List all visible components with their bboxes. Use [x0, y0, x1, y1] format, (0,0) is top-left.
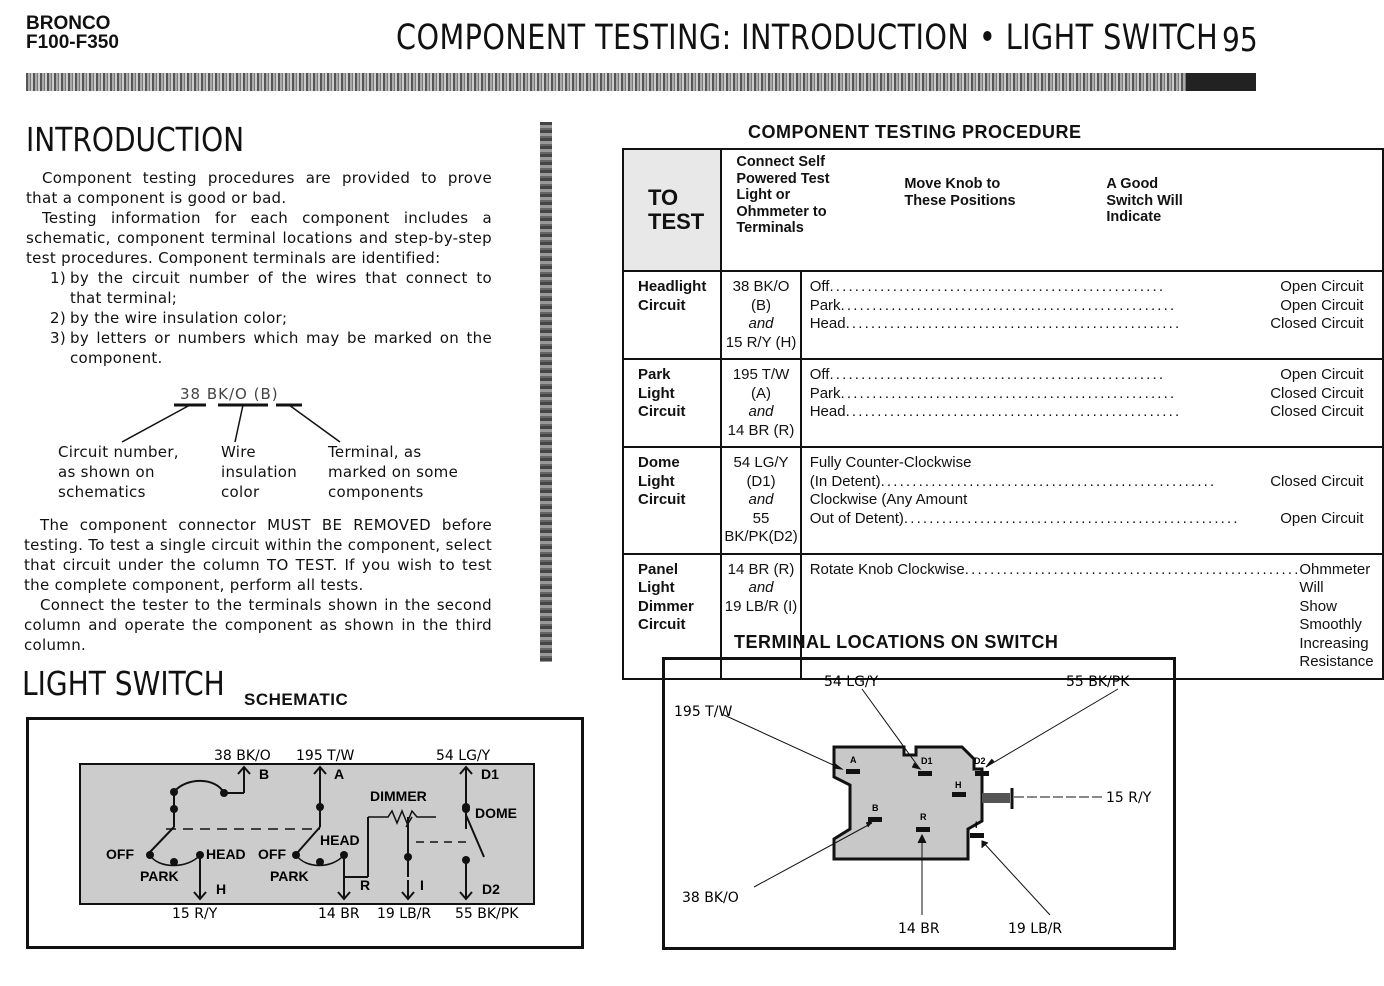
intro-heading: INTRODUCTION — [26, 120, 245, 159]
list-text: by letters or numbers which may be marked on the component. — [70, 329, 492, 367]
circuit-name-line: Circuit — [638, 403, 686, 420]
schematic-label-off: OFF — [106, 846, 134, 862]
switch-terminal-label: R — [920, 812, 927, 822]
switch-terminal-label: D2 — [974, 756, 986, 766]
switch-terminal-label: B — [872, 803, 879, 813]
header-rule — [26, 73, 1256, 91]
terminal-text: 38 BK/O (B) — [732, 278, 790, 314]
terminal-text: 15 R/Y (H) — [725, 333, 797, 351]
position-name: Rotate Knob Clockwise — [809, 560, 965, 578]
procedure-table — [622, 148, 1384, 680]
table-row — [623, 359, 1383, 447]
explain-terminal — [328, 442, 458, 502]
table-row — [623, 447, 1383, 554]
circuit-name — [623, 447, 721, 554]
position-line — [810, 561, 1298, 672]
switch-terminal-label: D1 — [921, 756, 933, 766]
switch-terminal-label: A — [850, 755, 857, 765]
column-divider — [540, 122, 552, 662]
result-line: Resistance — [1299, 653, 1374, 670]
circuit-name-line: Headlight — [638, 278, 707, 295]
position-result — [1297, 561, 1373, 672]
table-header-row — [623, 149, 1383, 271]
list-number: 1) — [50, 269, 66, 287]
explain-line: Wire — [221, 443, 256, 461]
header-to-test-line: TO — [648, 185, 679, 210]
position-result: Closed Circuit — [1270, 315, 1364, 332]
schematic-label-dimmer: DIMMER — [370, 788, 427, 804]
result-line: Increasing — [1299, 634, 1369, 652]
header-connect: Connect Self Powered Test Light or Ohmmeter to Terminals — [736, 154, 830, 236]
explain-line: Circuit number, — [58, 443, 179, 461]
switch-wire-label: 19 LB/R — [1008, 921, 1063, 937]
position-name: Out of Detent) — [809, 509, 904, 527]
terminal-text: 14 BR (R) — [727, 560, 795, 578]
circuit-name — [623, 359, 721, 447]
result-line: Show Smoothly — [1299, 597, 1362, 633]
list-item — [26, 328, 492, 368]
circuit-name — [623, 271, 721, 359]
terminal-and: and — [748, 315, 774, 332]
position-line: Fully Counter-Clockwise — [809, 454, 972, 471]
explain-line: as shown on — [58, 463, 155, 481]
terminal-and: and — [748, 491, 774, 508]
header-indicate: A Good Switch Will Indicate — [1106, 176, 1183, 225]
schematic-label-head: HEAD — [320, 832, 360, 848]
light-switch-heading: LIGHT SWITCH — [22, 664, 225, 703]
terminal-locations-heading: TERMINAL LOCATIONS ON SWITCH — [734, 632, 1059, 652]
explain-line: insulation — [221, 463, 298, 481]
position-line — [810, 278, 1364, 297]
position-name: Head — [809, 403, 846, 420]
terminal-label: H — [216, 881, 227, 897]
circuit-name-line: Circuit — [638, 616, 686, 633]
circuit-name-line: Park Light — [638, 366, 675, 402]
schematic-label-dome: DOME — [475, 805, 517, 821]
schematic-wire-label: 195 T/W — [296, 748, 355, 764]
position-result: Open Circuit — [1280, 296, 1364, 314]
position-result: Closed Circuit — [1270, 472, 1364, 490]
terminals-cell — [721, 447, 800, 554]
table-row — [623, 271, 1383, 359]
terminal-locations-diagram — [662, 657, 1176, 950]
explain-line: Terminal, as — [328, 443, 422, 461]
position-name: Off — [809, 366, 830, 383]
explain-circuit — [58, 442, 179, 502]
header-to-test-line: TEST — [648, 209, 705, 234]
positions-cell — [801, 271, 1383, 359]
schematic-wire-label: 15 R/Y — [172, 906, 218, 922]
position-result: Closed Circuit — [1270, 403, 1364, 420]
terminal-text: 19 LB/R (I) — [724, 597, 798, 615]
positions-cell — [801, 359, 1383, 447]
model-label — [26, 14, 119, 52]
list-text: by the circuit number of the wires that connect to that terminal; — [70, 269, 492, 307]
positions-cell — [801, 447, 1383, 554]
terminal-text: 14 BR (R) — [727, 421, 795, 439]
terminal-text: 55 BK/PK(D2) — [724, 509, 798, 545]
schematic-label-park: PARK — [140, 868, 179, 884]
position-line — [810, 315, 1364, 334]
position-result: Open Circuit — [1280, 366, 1364, 383]
model-line-2: F100-F350 — [26, 32, 119, 53]
circuit-name-line: Dimmer — [638, 597, 694, 615]
switch-wire-label: 195 T/W — [674, 704, 733, 720]
explain-wire — [221, 442, 297, 502]
schematic-heading: SCHEMATIC — [244, 690, 349, 709]
intro-paragraph-4: Connect the tester to the terminals shown in the second column and operate the component as shown in the third column. — [24, 596, 492, 654]
position-line — [810, 510, 1364, 529]
schematic-wire-label: 54 LG/Y — [436, 748, 491, 764]
position-line — [810, 403, 1364, 422]
result-line: Ohmmeter Will — [1299, 560, 1371, 596]
intro-paragraph-3: The component connector MUST BE REMOVED before testing. To test a single circuit within the component, select that circuit under the column TO TEST. If you wish to test the complete component, perform all tests. — [24, 516, 492, 594]
circuit-name-line: Circuit — [638, 296, 686, 314]
list-text: by the wire insulation color; — [70, 309, 288, 327]
example-code: 38 BK/O (B) — [180, 385, 279, 403]
switch-terminal-label: I — [975, 820, 978, 830]
schematic-diagram — [26, 717, 584, 949]
page-title: COMPONENT TESTING: INTRODUCTION • LIGHT SWITCH — [396, 18, 1219, 58]
position-name: Park — [809, 296, 841, 314]
schematic-wire-label: 55 BK/PK — [455, 906, 519, 922]
intro-paragraph-1: Component testing procedures are provided to prove that a component is good or bad. — [26, 169, 492, 207]
position-line — [810, 366, 1364, 385]
position-line: Clockwise (Any Amount — [809, 491, 968, 508]
position-name: Off — [809, 278, 830, 295]
intro-body — [26, 168, 492, 368]
list-number: 2) — [50, 309, 66, 327]
terminal-and: and — [748, 579, 774, 596]
terminal-and: and — [748, 403, 774, 420]
schematic-label-park: PARK — [270, 868, 309, 884]
switch-wire-label: 54 LG/Y — [824, 674, 879, 690]
explain-line: marked on some — [328, 463, 459, 481]
terminal-label: A — [334, 766, 345, 782]
position-name: Park — [809, 384, 841, 402]
schematic-wire-label: 14 BR — [318, 906, 360, 922]
schematic-label-head: HEAD — [206, 846, 246, 862]
explain-line: components — [328, 483, 424, 501]
schematic-label-off: OFF — [258, 846, 286, 862]
header-move: Move Knob to These Positions — [904, 176, 1016, 209]
example-leader-lines — [100, 402, 400, 446]
switch-wire-label: 55 BK/PK — [1066, 674, 1130, 690]
list-item — [26, 268, 492, 308]
switch-wire-label: 15 R/Y — [1106, 790, 1152, 806]
terminal-label: D1 — [481, 766, 499, 782]
switch-terminal-label: H — [955, 780, 962, 790]
terminal-label: I — [420, 877, 424, 893]
circuit-name-line: Dome Light — [638, 454, 680, 490]
circuit-name-line: Circuit — [638, 491, 686, 508]
intro-paragraph-2: Testing information for each component includes a schematic, component terminal locations and step-by-step test procedures. Component terminals are identified: — [26, 209, 492, 267]
terminal-label: D2 — [482, 881, 500, 897]
circuit-name-line: Panel Light — [638, 560, 679, 596]
header-to-test — [623, 149, 721, 271]
terminal-text: 195 T/W (A) — [732, 366, 790, 402]
schematic-wire-label: 38 BK/O — [214, 748, 271, 764]
position-result: Open Circuit — [1280, 278, 1364, 295]
position-result: Closed Circuit — [1270, 384, 1364, 402]
position-name: Head — [809, 315, 846, 332]
model-line-1: BRONCO — [26, 13, 111, 34]
position-name: (In Detent) — [809, 472, 881, 490]
terminal-label: R — [360, 877, 371, 893]
position-line — [810, 297, 1364, 316]
switch-wire-label: 14 BR — [898, 921, 940, 937]
list-number: 3) — [50, 329, 66, 347]
page-number: 95 — [1222, 20, 1258, 59]
explain-line: color — [221, 483, 260, 501]
position-line — [810, 473, 1364, 492]
switch-wire-label: 38 BK/O — [682, 890, 739, 906]
terminals-cell — [721, 359, 800, 447]
procedure-heading: COMPONENT TESTING PROCEDURE — [748, 122, 1082, 142]
position-line — [810, 385, 1364, 404]
intro-body-2 — [24, 515, 492, 655]
header-rest — [721, 149, 1382, 271]
position-result: Open Circuit — [1280, 509, 1364, 527]
explain-line: schematics — [58, 483, 146, 501]
procedure-table-wrap — [622, 148, 1384, 680]
terminal-text: 54 LG/Y (D1) — [733, 454, 789, 490]
terminal-label: B — [259, 766, 270, 782]
terminals-cell — [721, 271, 800, 359]
list-item — [26, 308, 492, 328]
schematic-wire-label: 19 LB/R — [377, 906, 432, 922]
intro-list — [26, 268, 492, 368]
